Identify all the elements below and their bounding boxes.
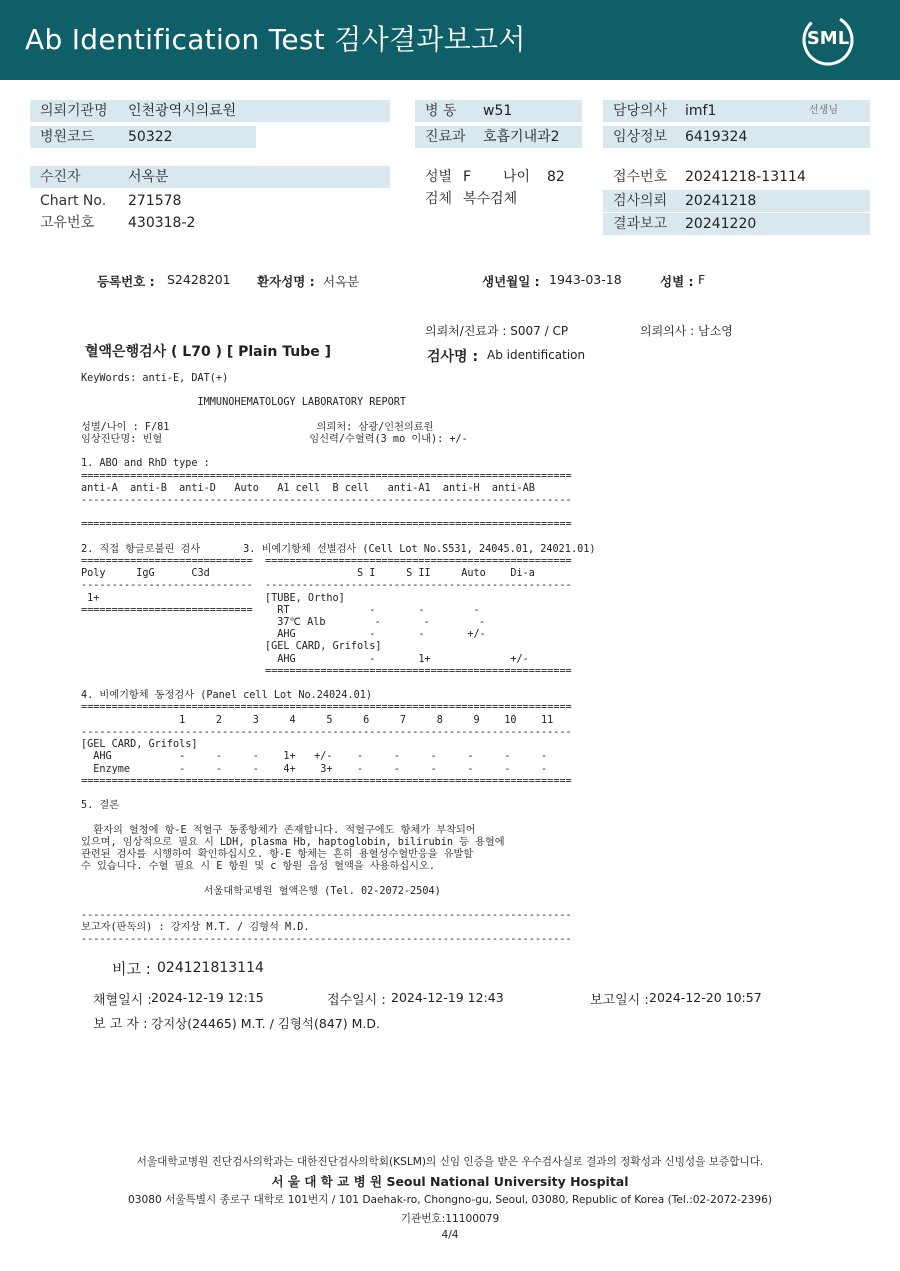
ward-field: [415, 100, 582, 122]
receipt-no-value: 20241218-13114: [685, 169, 806, 185]
sex-age-field: [415, 166, 582, 188]
sex-value: F: [463, 169, 472, 185]
dob-label: 생년월일 :: [482, 274, 540, 289]
doctor-field: [603, 100, 870, 122]
patient-value: 서옥분: [128, 169, 169, 185]
reported-label: 보고일시 :: [590, 993, 649, 1008]
chart-no-label: Chart No.: [40, 193, 107, 209]
test-name-value: Ab identification: [487, 348, 586, 362]
patient-field: [30, 166, 390, 188]
collect-label: 채혈일시 :: [93, 993, 152, 1008]
department-value: 호흡기내과2: [483, 129, 560, 145]
test-name-label: 검사명 :: [427, 349, 479, 365]
request-date-value: 20241218: [685, 193, 757, 209]
req-dept: 의뢰처/진료과 : S007 / CP: [425, 324, 569, 338]
collect-value: 2024-12-19 12:15: [151, 990, 264, 1005]
unique-no-field: [30, 212, 390, 234]
test-title: 혈액은행검사 ( L70 ) [ Plain Tube ]: [85, 344, 332, 360]
report-sex-label: 성별 :: [660, 274, 694, 289]
sml-logo: [800, 12, 856, 68]
age-label: 나이: [503, 169, 531, 185]
reporter-label: 보 고 자 :: [93, 1017, 148, 1032]
chart-no-value: 271578: [128, 193, 182, 209]
specimen-label: 검체: [425, 191, 453, 207]
receipt-no-label: 접수번호: [613, 169, 668, 185]
institution-label: 의뢰기관명: [40, 103, 108, 119]
hospital-code-label: 병원코드: [40, 129, 95, 145]
request-date-field: [603, 190, 870, 212]
req-doctor: 의뢰의사 : 남소영: [640, 324, 733, 338]
patient-label: 수진자: [40, 169, 81, 185]
specimen-field: [415, 188, 582, 210]
receipt-value: 2024-12-19 12:43: [391, 990, 504, 1005]
reg-value: S2428201: [167, 272, 231, 287]
unique-no-label: 고유번호: [40, 215, 95, 231]
reg-label: 등록번호 :: [97, 274, 155, 289]
doctor-label: 담당의사: [613, 103, 668, 119]
ward-label: 병 동: [425, 103, 457, 119]
footer-address: 03080 서울특별시 종로구 대학로 101번지 / 101 Daehak-ro, Chongno-gu, Seoul, 03080, Republic of Korea (Tel.:02-2072-2396): [128, 1194, 772, 1206]
footer-certification: 서울대학교병원 진단검사의학과는 대한진단검사의학회(KSLM)의 신임 인증을 받은 우수검사실로 결과의 정확성과 신빙성을 보증합니다.: [136, 1156, 764, 1168]
reporter-value: 강지상(24465) M.T. / 김형석(847) M.D.: [151, 1016, 380, 1031]
report-date-value: 20241220: [685, 216, 757, 232]
clinical-label: 임상정보: [613, 129, 668, 145]
reported-value: 2024-12-20 10:57: [649, 990, 762, 1005]
unique-no-value: 430318-2: [128, 215, 196, 231]
dob-value: 1943-03-18: [549, 272, 622, 287]
sex-label: 성별: [425, 169, 453, 185]
clinical-value: 6419324: [685, 129, 748, 145]
hospital-code-value: 50322: [128, 129, 173, 145]
name-label: 환자성명 :: [257, 274, 315, 289]
logo-text: SML: [806, 28, 850, 49]
hospital-code-field: [30, 126, 256, 148]
doctor-suffix: 선생님: [809, 105, 838, 116]
footer-hospital-name: 서 울 대 학 교 병 원 Seoul National University Hospital: [271, 1174, 629, 1189]
report-date-field: [603, 213, 870, 235]
report-header: [0, 0, 900, 80]
request-date-label: 검사의뢰: [613, 193, 668, 209]
report-title: Ab Identification Test 검사결과보고서: [25, 23, 526, 56]
receipt-no-field: [603, 166, 870, 188]
report-date-label: 결과보고: [613, 216, 668, 232]
doctor-value: imf1: [685, 103, 717, 119]
lab-report-body: KeyWords: anti-E, DAT(+) IMMUNOHEMATOLOGY LABORATORY REPORT 성별/나이 : F/81 의뢰처: 삼광/인천의료원 임상진단명: 빈혈 임신력/수혈력(3 mo 이내): +/- 1. ABO and RhD type : ================================================================================ anti-A anti-B anti-D Auto A1 cell B cell anti-A1 anti-H anti-AB -------------------------------------------------------------------------------- ================================================================================ 2. 직접 항글로불린 검사 3. 비예기항체 선별검사 (Cell Lot No.S531, 24045.01, 24021.01) ============================ ================================================== Poly IgG C3d S I S II Auto Di-a ---------------------------- -------------------------------------------------- 1+ [TUBE, Ortho] ============================ RT - - - 37℃ Alb - - - AHG - - +/- [GEL CARD, Grifols] AHG - 1+ +/- ================================================== 4. 비예기항체 동정검사 (Panel cell Lot No.24024.01) ================================================================================ 1 2 3 4 5 6 7 8 9 10 11 -------------------------------------------------------------------------------- [GEL CARD, Grifols] AHG - - - 1+ +/- - - - - - - Enzyme - - - 4+ 3+ - - - - - - ================================================================================ 5. 결론 환자의 혈청에 항-E 적혈구 동종항체가 존재합니다. 적혈구에도 항체가 부착되어 있으며, 임상적으로 필요 시 LDH, plasma Hb, haptoglobin, bilirubin 등 용혈에 관련된 검사를 시행하여 확인하십시오. 항-E 항체는 흔히 용혈성수혈반응을 유발할 수 있습니다. 수혈 필요 시 E 항원 및 c 항원 음성 혈액을 사용하십시오. 서울대학교병원 혈액은행 (Tel. 02-2072-2504) -------------------------------------------------------------------------------- 보고자(판독의) : 강지상 M.T. / 김형석 M.D. --------------------------------------------------------------------------------: [81, 373, 596, 946]
department-field: [415, 126, 582, 148]
age-value: 82: [547, 169, 565, 185]
department-label: 진료과: [425, 129, 466, 145]
footer-institution-no: 기관번호:11100079: [400, 1213, 500, 1225]
institution-field: [30, 100, 390, 122]
page-number: 4/4: [441, 1229, 459, 1241]
chart-no-field: [30, 190, 390, 212]
name-value: 서옥분: [323, 274, 360, 289]
note-label: 비고 :: [112, 960, 151, 978]
note-value: 024121813114: [157, 960, 264, 976]
report-sex-value: F: [698, 272, 706, 287]
institution-value: 인천광역시의료원: [128, 103, 237, 119]
specimen-value: 복수검체: [463, 191, 518, 207]
receipt-label: 접수일시 :: [327, 993, 386, 1008]
clinical-field: [603, 126, 870, 148]
ward-value: w51: [483, 103, 513, 119]
